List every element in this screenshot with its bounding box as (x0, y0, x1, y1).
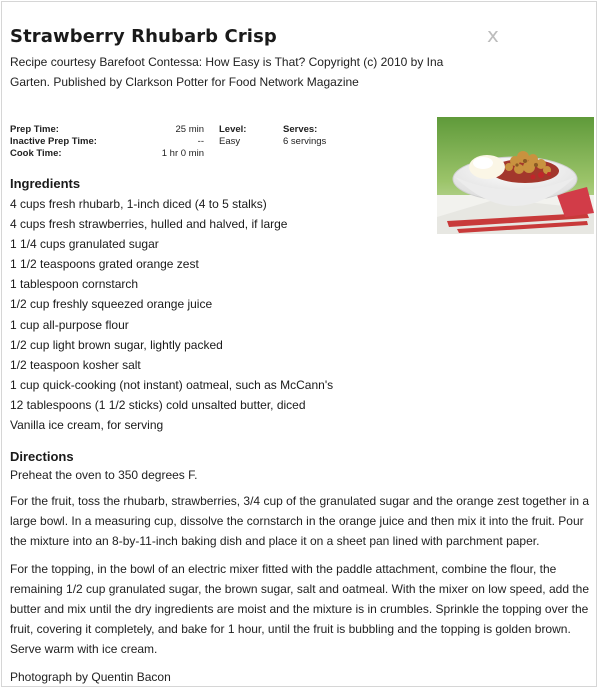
ingredient-item: Vanilla ice cream, for serving (10, 418, 164, 433)
ingredient-item: 1 1/4 cups granulated sugar (10, 237, 159, 252)
close-icon[interactable]: x (487, 23, 499, 47)
ingredient-item: 1 1/2 teaspoons grated orange zest (10, 257, 199, 272)
time-labels (10, 124, 97, 160)
inactive-prep-time-value: -- (197, 136, 204, 147)
directions-heading: Directions (10, 449, 74, 464)
ingredient-item: 1 cup quick-cooking (not instant) oatmeal, such as McCann's (10, 377, 334, 392)
prep-time-label: Prep Time: (10, 124, 59, 135)
cook-time-label: Cook Time: (10, 148, 62, 159)
ingredient-item: 1/2 teaspoon kosher salt (10, 357, 141, 372)
ingredient-item: 4 cups fresh strawberries, hulled and halved, if large (10, 217, 288, 232)
serves-block (283, 124, 326, 148)
book-link[interactable]: Barefoot Contessa: How Easy is That? (99, 55, 306, 69)
recipe-photo (437, 117, 594, 234)
level-block (219, 124, 246, 148)
serves-label: Serves: (283, 124, 318, 135)
ingredient-item: 12 tablespoons (1 1/2 sticks) cold unsalted butter, diced (10, 397, 306, 412)
recipe-credit (10, 52, 450, 92)
ingredient-item: 1/2 cup freshly squeezed orange juice (10, 297, 213, 312)
direction-step: Preheat the oven to 350 degrees F. (10, 468, 198, 482)
serves-value: 6 servings (283, 136, 327, 147)
inactive-prep-time-label: Inactive Prep Time: (10, 136, 97, 147)
photo-credit: Photograph by Quentin Bacon (10, 670, 171, 684)
credit-suffix: Copyright (c) 2010 by Ina Garten. Published by Clarkson Potter for Food Network Magazine (10, 55, 444, 89)
recipe-title: Strawberry Rhubarb Crisp (10, 26, 277, 47)
credit-prefix: Recipe courtesy (10, 55, 100, 69)
ingredient-item: 1/2 cup light brown sugar, lightly packed (10, 337, 223, 352)
direction-step: For the topping, in the bowl of an electric mixer fitted with the paddle attachment, combine the flour, the remaining 1/2 cup granulated sugar, the brown sugar, salt and oatmeal. With the mixer on low speed, add the butter and mix until the dry ingredients are moist and the mixture is in crumbles. Sprinkle the topping over the fruit, covering it completely, and bake for 1 hour, until the fruit is bubbling and the topping is golden brown. Serve warm with ice cream. (10, 562, 590, 656)
ingredient-item: 4 cups fresh rhubarb, 1-inch diced (4 to 5 stalks) (10, 197, 267, 211)
level-label: Level: (219, 124, 247, 135)
ingredient-item: 1 cup all-purpose flour (10, 317, 129, 332)
cook-time-value: 1 hr 0 min (161, 148, 204, 159)
ingredient-item: 1 tablespoon cornstarch (10, 277, 139, 292)
ingredient-list (10, 194, 333, 435)
level-value: Easy (219, 136, 241, 147)
time-values (130, 124, 204, 160)
ingredients-heading: Ingredients (10, 176, 81, 191)
direction-step: For the fruit, toss the rhubarb, strawberries, 3/4 cup of the granulated sugar and the orange zest together in a large bowl. In a measuring cup, dissolve the cornstarch in the orange juice and then mix it into the fruit. Pour the mixture into an 8-by-11-inch baking dish and place it on a sheet pan lined with parchment paper. (10, 494, 590, 548)
prep-time-value: 25 min (175, 124, 204, 135)
